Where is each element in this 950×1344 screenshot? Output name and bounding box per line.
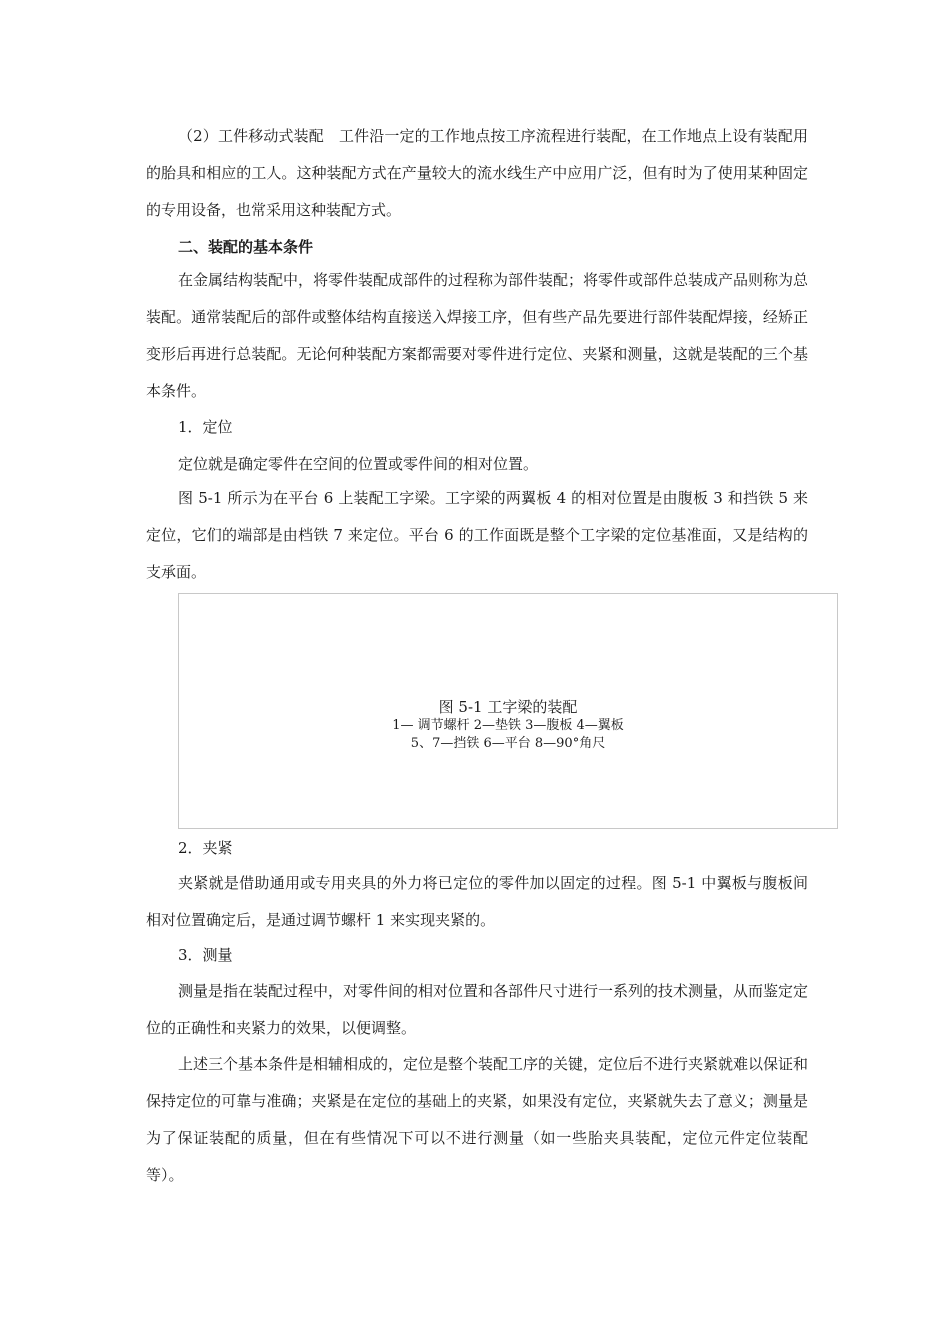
- paragraph-workpiece-moving-assembly: （2）工件移动式装配 工件沿一定的工作地点按工序流程进行装配，在工作地点上设有装配用的胎具和相应的工人。这种装配方式在产量较大的流水线生产中应用广泛，但有时为了使用某种固定的专用设备，也常采用这种装配方式。: [146, 127, 808, 219]
- figure-legend-line-2: 5、7—挡铁 6—平台 8—90°角尺: [410, 736, 606, 751]
- paragraph-conditions-summary: 上述三个基本条件是相辅相成的，定位是整个装配工序的关键，定位后不进行夹紧就难以保证和保持定位的可靠与准确；夹紧是在定位的基础上的夹紧，如果没有定位，夹紧就失去了意义；测量是为了保证装配的质量，但在有些情况下可以不进行测量（如一些胎夹具装配，定位元件定位装配等）。: [146, 1055, 809, 1184]
- paragraph-clamping-definition: 夹紧就是借助通用或专用夹具的外力将已定位的零件加以固定的过程。图 5-1 中翼板与腹板间相对位置确定后，是通过调节螺杆 1 来实现夹紧的。: [146, 874, 808, 929]
- section-heading-basic-conditions: 二、装配的基本条件: [178, 238, 314, 256]
- paragraph-assembly-overview: 在金属结构装配中，将零件装配成部件的过程称为部件装配；将零件或部件总装成产品则称为总装配。通常装配后的部件或整体结构直接送入焊接工序，但有些产品先要进行部件装配焊接，经矫正变形后再进行总装配。无论何种装配方案都需要对零件进行定位、夹紧和测量，这就是装配的三个基本条件。: [146, 271, 809, 400]
- paragraph-measurement-definition: 测量是指在装配过程中，对零件间的相对位置和各部件尺寸进行一系列的技术测量，从而鉴定定位的正确性和夹紧力的效果，以便调整。: [146, 982, 809, 1037]
- paragraph-figure-description: 图 5-1 所示为在平台 6 上装配工字梁。工字梁的两翼板 4 的相对位置是由腹板 3 和挡铁 5 来定位，它们的端部是由档铁 7 来定位。平台 6 的工作面既是整个工字梁的定位基准面，又是结构的支承面。: [146, 489, 808, 581]
- figure-i-beam-assembly: [178, 593, 838, 829]
- figure-legend-line-1: 1— 调节螺杆 2—垫铁 3—腹板 4—翼板: [392, 718, 624, 733]
- paragraph-positioning-definition: 定位就是确定零件在空间的位置或零件间的相对位置。: [178, 455, 539, 473]
- subheading-clamping: 2．夹紧: [178, 839, 233, 857]
- subheading-positioning: 1．定位: [178, 418, 233, 436]
- figure-caption: 图 5-1 工字梁的装配: [438, 698, 578, 716]
- subheading-measurement: 3．测量: [178, 946, 233, 964]
